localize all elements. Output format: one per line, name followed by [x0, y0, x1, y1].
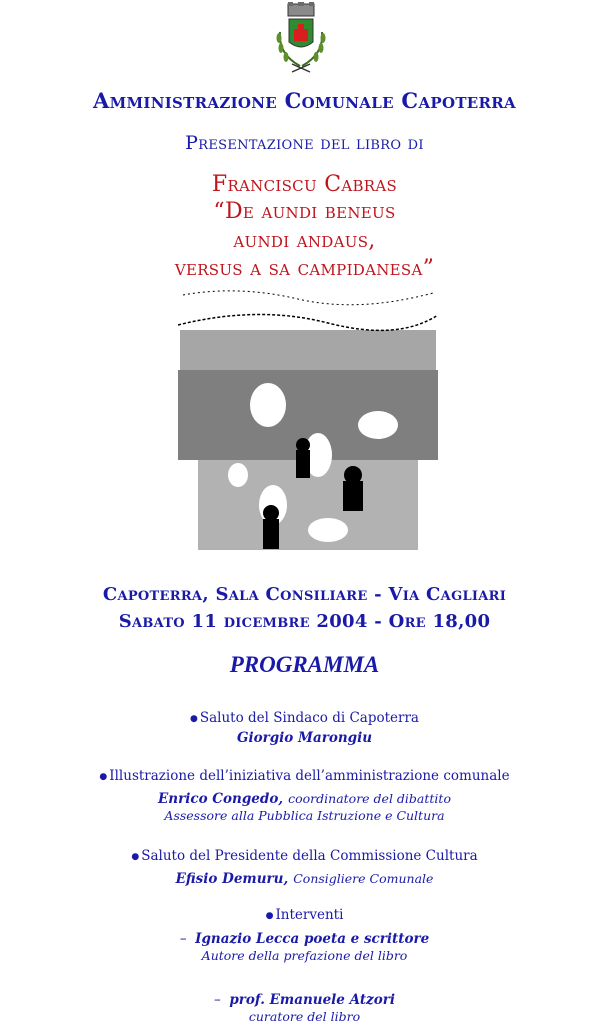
programma-item: ● Saluto del Presidente della Commissione Cultura [131, 848, 478, 864]
event-location: Capoterra, Sala Consiliare - Via Cagliari [102, 584, 507, 605]
speaker-line: – prof. Emanuele Atzori [214, 992, 395, 1008]
speaker-name: Giorgio Marongiu [236, 730, 373, 746]
municipal-crest-icon [270, 2, 332, 74]
organization-heading: Amministrazione Comunale Capoterra [93, 88, 516, 113]
speaker-role: Assessore alla Pubblica Istruzione e Cultura [164, 808, 445, 823]
book-title-line1: “De aundi beneus [213, 199, 396, 224]
programma-item: ● Interventi [265, 907, 344, 923]
programma-heading: PROGRAMMA [229, 652, 380, 677]
bullet-icon: ● [190, 713, 198, 724]
bullet-icon: ● [99, 771, 108, 782]
speaker-line: – Ignazio Lecca poeta e scrittore [179, 931, 430, 947]
speaker-line: Efisio Demuru, Consigliere Comunale [175, 871, 434, 887]
event-datetime: Sabato 11 dicembre 2004 - Ore 18,00 [118, 611, 491, 632]
programma-item: ● Illustrazione dell’iniziativa dell’amministrazione comunale [99, 768, 510, 784]
book-author: Franciscu Cabras [211, 172, 398, 197]
bullet-icon: ● [131, 851, 140, 862]
subtitle: Presentazione del libro di [185, 132, 424, 154]
book-title-line2: aundi andaus, [233, 228, 376, 253]
speaker-line: Enrico Congedo, coordinatore del dibattito [158, 791, 451, 807]
book-title-line3: versus a sa campidanesa” [174, 256, 435, 281]
programma-item: ● Saluto del Sindaco di Capoterra [190, 710, 419, 726]
book-cover-illustration [178, 285, 438, 570]
speaker-role: curatore del libro [248, 1009, 361, 1024]
bullet-icon: ● [265, 910, 274, 921]
speaker-role: Autore della prefazione del libro [201, 948, 408, 963]
